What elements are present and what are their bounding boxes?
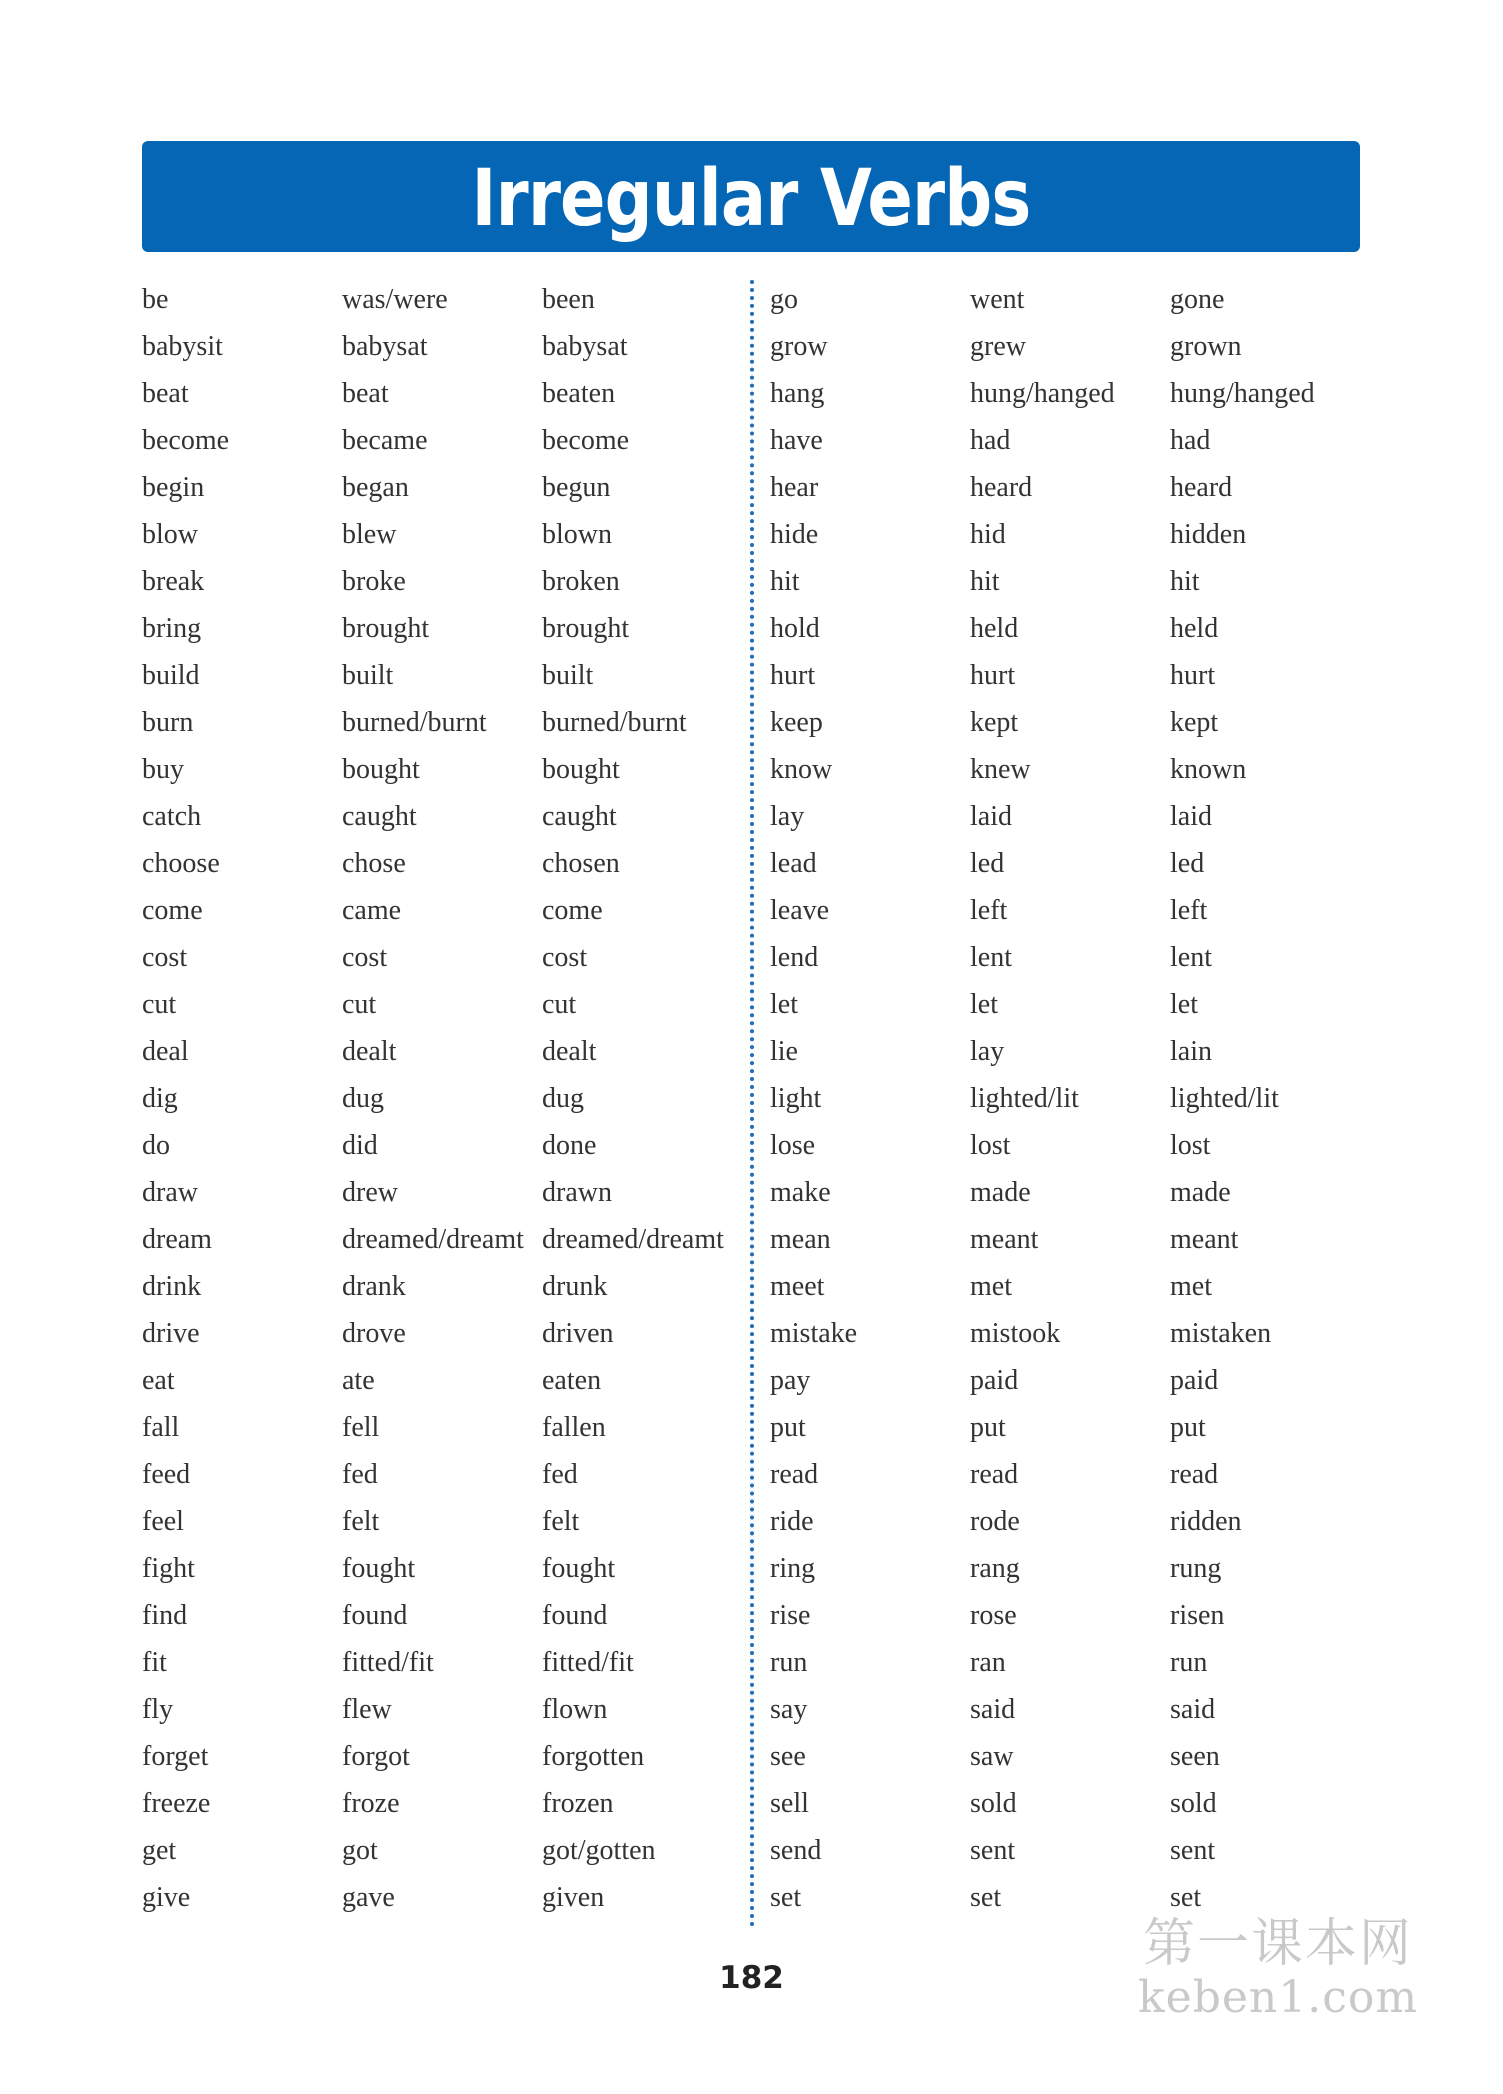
verb-row [770, 934, 1350, 981]
past-participle: left [1170, 895, 1208, 926]
base-form: cut [142, 989, 177, 1020]
past-participle: paid [1170, 1365, 1219, 1396]
base-form: bring [142, 613, 202, 644]
past-simple: gave [342, 1882, 395, 1913]
past-simple: knew [970, 754, 1031, 785]
base-form: catch [142, 801, 202, 832]
verb-row [770, 1404, 1350, 1451]
base-form: know [770, 754, 833, 785]
past-simple: built [342, 660, 394, 691]
past-simple: fought [342, 1553, 416, 1584]
past-participle: broken [542, 566, 620, 597]
past-simple: forgot [342, 1741, 410, 1772]
past-simple: had [970, 425, 1011, 456]
past-participle: drawn [542, 1177, 612, 1208]
base-form: dream [142, 1224, 212, 1255]
base-form: run [770, 1647, 808, 1678]
past-simple: rose [970, 1600, 1017, 1631]
past-participle: put [1170, 1412, 1206, 1443]
base-form: rise [770, 1600, 811, 1631]
past-participle: made [1170, 1177, 1231, 1208]
verb-row [770, 605, 1350, 652]
past-participle: dreamed/dreamt [542, 1224, 724, 1255]
past-participle: hit [1170, 566, 1200, 597]
verb-row [142, 276, 722, 323]
past-participle: driven [542, 1318, 614, 1349]
past-participle: bought [542, 754, 620, 785]
past-participle: seen [1170, 1741, 1220, 1772]
base-form: babysit [142, 331, 223, 362]
verb-row [142, 370, 722, 417]
past-participle: got/gotten [542, 1835, 656, 1866]
verb-row [142, 652, 722, 699]
past-participle: built [542, 660, 594, 691]
past-participle: rung [1170, 1553, 1222, 1584]
verb-row [142, 1498, 722, 1545]
past-simple: felt [342, 1506, 380, 1537]
past-simple: fell [342, 1412, 380, 1443]
base-form: build [142, 660, 200, 691]
verb-row [142, 1216, 722, 1263]
base-form: ride [770, 1506, 814, 1537]
base-form: pay [770, 1365, 811, 1396]
past-simple: sold [970, 1788, 1017, 1819]
base-form: be [142, 284, 169, 315]
base-form: hurt [770, 660, 816, 691]
past-simple: held [970, 613, 1019, 644]
past-simple: fed [342, 1459, 378, 1490]
past-simple: bought [342, 754, 420, 785]
verb-row [142, 558, 722, 605]
verb-row [770, 1639, 1350, 1686]
verb-row [142, 605, 722, 652]
base-form: drive [142, 1318, 200, 1349]
verb-row [770, 1498, 1350, 1545]
column-divider [750, 280, 754, 1928]
past-participle: become [542, 425, 630, 456]
base-form: fight [142, 1553, 195, 1584]
verb-row [770, 1075, 1350, 1122]
past-participle: dealt [542, 1036, 597, 1067]
past-simple: hung/hanged [970, 378, 1115, 409]
verb-table-left [142, 276, 722, 1921]
verb-row [142, 840, 722, 887]
verb-row [142, 1075, 722, 1122]
verb-row [142, 746, 722, 793]
verb-row [770, 1733, 1350, 1780]
base-form: begin [142, 472, 205, 503]
base-form: feel [142, 1506, 184, 1537]
verb-row [770, 323, 1350, 370]
past-participle: risen [1170, 1600, 1225, 1631]
past-participle: led [1170, 848, 1205, 879]
past-participle: fed [542, 1459, 578, 1490]
verb-row [770, 1780, 1350, 1827]
base-form: mean [770, 1224, 831, 1255]
past-participle: caught [542, 801, 617, 832]
past-simple: blew [342, 519, 397, 550]
base-form: go [770, 284, 798, 315]
past-participle: set [1170, 1882, 1202, 1913]
past-participle: hurt [1170, 660, 1216, 691]
verb-row [142, 1780, 722, 1827]
verb-row [142, 699, 722, 746]
verb-row [142, 1733, 722, 1780]
past-simple: drank [342, 1271, 406, 1302]
past-participle: held [1170, 613, 1219, 644]
past-participle: met [1170, 1271, 1212, 1302]
base-form: put [770, 1412, 806, 1443]
past-simple: left [970, 895, 1008, 926]
past-participle: eaten [542, 1365, 602, 1396]
verb-row [142, 1639, 722, 1686]
verb-row [142, 464, 722, 511]
past-simple: led [970, 848, 1005, 879]
verb-row [770, 840, 1350, 887]
past-participle: babysat [542, 331, 628, 362]
verb-row [770, 981, 1350, 1028]
past-simple: burned/burnt [342, 707, 487, 738]
base-form: blow [142, 519, 198, 550]
past-simple: made [970, 1177, 1031, 1208]
verb-row [770, 1169, 1350, 1216]
base-form: hold [770, 613, 820, 644]
base-form: deal [142, 1036, 189, 1067]
past-participle: gone [1170, 284, 1225, 315]
past-simple: was/were [342, 284, 448, 315]
verb-table-right [770, 276, 1350, 1921]
verb-row [770, 1686, 1350, 1733]
verb-row [770, 1357, 1350, 1404]
past-simple: dealt [342, 1036, 397, 1067]
past-simple: went [970, 284, 1025, 315]
past-simple: lighted/lit [970, 1083, 1079, 1114]
base-form: keep [770, 707, 823, 738]
past-participle: grown [1170, 331, 1242, 362]
verb-row [142, 1404, 722, 1451]
title-banner [142, 141, 1360, 252]
base-form: lead [770, 848, 817, 879]
base-form: hear [770, 472, 819, 503]
past-simple: got [342, 1835, 378, 1866]
past-simple: rang [970, 1553, 1020, 1584]
past-simple: caught [342, 801, 417, 832]
base-form: send [770, 1835, 822, 1866]
base-form: lend [770, 942, 819, 973]
base-form: set [770, 1882, 802, 1913]
base-form: read [770, 1459, 819, 1490]
base-form: lie [770, 1036, 798, 1067]
past-simple: put [970, 1412, 1006, 1443]
past-participle: laid [1170, 801, 1212, 832]
past-simple: flew [342, 1694, 392, 1725]
past-participle: found [542, 1600, 608, 1631]
past-simple: beat [342, 378, 389, 409]
verb-row [770, 276, 1350, 323]
base-form: draw [142, 1177, 198, 1208]
past-simple: read [970, 1459, 1019, 1490]
past-simple: drove [342, 1318, 406, 1349]
past-participle: felt [542, 1506, 580, 1537]
past-participle: beaten [542, 378, 616, 409]
past-simple: chose [342, 848, 406, 879]
base-form: leave [770, 895, 830, 926]
verb-row [770, 887, 1350, 934]
verb-row [142, 1451, 722, 1498]
past-participle: sold [1170, 1788, 1217, 1819]
past-participle: run [1170, 1647, 1208, 1678]
verb-row [142, 1310, 722, 1357]
past-participle: forgotten [542, 1741, 645, 1772]
base-form: become [142, 425, 230, 456]
verb-row [142, 793, 722, 840]
past-participle: flown [542, 1694, 608, 1725]
base-form: find [142, 1600, 188, 1631]
past-participle: begun [542, 472, 611, 503]
watermark [1138, 1914, 1419, 2023]
verb-row [770, 1545, 1350, 1592]
past-simple: became [342, 425, 428, 456]
past-simple: rode [970, 1506, 1020, 1537]
past-simple: froze [342, 1788, 400, 1819]
past-participle: hidden [1170, 519, 1247, 550]
past-participle: known [1170, 754, 1247, 785]
base-form: forget [142, 1741, 209, 1772]
verb-row [770, 699, 1350, 746]
past-simple: let [970, 989, 998, 1020]
past-participle: been [542, 284, 595, 315]
past-simple: met [970, 1271, 1012, 1302]
past-participle: lain [1170, 1036, 1212, 1067]
past-simple: ate [342, 1365, 375, 1396]
base-form: fit [142, 1647, 167, 1678]
verb-row [770, 1216, 1350, 1263]
past-participle: lost [1170, 1130, 1211, 1161]
verb-row [770, 1310, 1350, 1357]
base-form: beat [142, 378, 189, 409]
past-participle: burned/burnt [542, 707, 687, 738]
verb-row [770, 370, 1350, 417]
verb-row [770, 652, 1350, 699]
past-simple: sent [970, 1835, 1016, 1866]
past-simple: broke [342, 566, 406, 597]
past-simple: dug [342, 1083, 384, 1114]
verb-row [142, 417, 722, 464]
past-participle: fitted/fit [542, 1647, 634, 1678]
base-form: mistake [770, 1318, 858, 1349]
past-simple: kept [970, 707, 1019, 738]
past-simple: lent [970, 942, 1012, 973]
verb-row [770, 1827, 1350, 1874]
base-form: drink [142, 1271, 202, 1302]
past-simple: dreamed/dreamt [342, 1224, 524, 1255]
past-participle: lighted/lit [1170, 1083, 1279, 1114]
verb-row [770, 464, 1350, 511]
past-simple: set [970, 1882, 1002, 1913]
base-form: meet [770, 1271, 825, 1302]
base-form: choose [142, 848, 220, 879]
base-form: hang [770, 378, 825, 409]
base-form: fall [142, 1412, 180, 1443]
verb-row [142, 1028, 722, 1075]
past-participle: come [542, 895, 603, 926]
base-form: say [770, 1694, 808, 1725]
base-form: cost [142, 942, 188, 973]
base-form: lose [770, 1130, 816, 1161]
base-form: see [770, 1741, 806, 1772]
verb-row [142, 887, 722, 934]
base-form: fly [142, 1694, 174, 1725]
past-simple: heard [970, 472, 1033, 503]
past-participle: done [542, 1130, 597, 1161]
past-participle: cost [542, 942, 588, 973]
verb-row [142, 511, 722, 558]
past-simple: brought [342, 613, 430, 644]
past-simple: began [342, 472, 409, 503]
past-simple: hurt [970, 660, 1016, 691]
verb-row [770, 558, 1350, 605]
base-form: make [770, 1177, 831, 1208]
base-form: dig [142, 1083, 178, 1114]
past-participle: cut [542, 989, 577, 1020]
past-participle: said [1170, 1694, 1216, 1725]
verb-row [142, 1263, 722, 1310]
verb-row [142, 1686, 722, 1733]
past-participle: chosen [542, 848, 620, 879]
verb-row [770, 793, 1350, 840]
base-form: come [142, 895, 203, 926]
past-simple: grew [970, 331, 1026, 362]
past-participle: ridden [1170, 1506, 1242, 1537]
past-participle: blown [542, 519, 612, 550]
past-participle: meant [1170, 1224, 1239, 1255]
base-form: give [142, 1882, 191, 1913]
past-simple: did [342, 1130, 378, 1161]
page-number: 182 [719, 1960, 784, 1996]
past-simple: lay [970, 1036, 1005, 1067]
base-form: let [770, 989, 798, 1020]
past-simple: laid [970, 801, 1012, 832]
past-participle: fought [542, 1553, 616, 1584]
verb-row [770, 1451, 1350, 1498]
base-form: get [142, 1835, 177, 1866]
past-simple: meant [970, 1224, 1039, 1255]
past-simple: saw [970, 1741, 1014, 1772]
past-simple: paid [970, 1365, 1019, 1396]
base-form: do [142, 1130, 170, 1161]
past-simple: said [970, 1694, 1016, 1725]
past-participle: read [1170, 1459, 1219, 1490]
verb-row [770, 1263, 1350, 1310]
base-form: lay [770, 801, 805, 832]
base-form: burn [142, 707, 194, 738]
verb-row [142, 934, 722, 981]
past-participle: had [1170, 425, 1211, 456]
base-form: freeze [142, 1788, 211, 1819]
verb-row [770, 1028, 1350, 1075]
verb-row [770, 511, 1350, 558]
verb-row [142, 1357, 722, 1404]
base-form: feed [142, 1459, 191, 1490]
watermark-text: 第一课本网 [1142, 1914, 1413, 1974]
past-participle: hung/hanged [1170, 378, 1315, 409]
past-simple: ran [970, 1647, 1006, 1678]
past-participle: kept [1170, 707, 1219, 738]
past-participle: sent [1170, 1835, 1216, 1866]
base-form: ring [770, 1553, 816, 1584]
verb-row [770, 746, 1350, 793]
past-participle: given [542, 1882, 605, 1913]
page-title: Irregular Verbs [471, 153, 1031, 244]
past-simple: cut [342, 989, 377, 1020]
past-simple: babysat [342, 331, 428, 362]
base-form: have [770, 425, 823, 456]
past-participle: let [1170, 989, 1198, 1020]
verb-row [770, 1592, 1350, 1639]
verb-row [142, 323, 722, 370]
past-simple: found [342, 1600, 408, 1631]
past-participle: dug [542, 1083, 584, 1114]
verb-row [770, 417, 1350, 464]
verb-row [142, 1592, 722, 1639]
past-simple: fitted/fit [342, 1647, 434, 1678]
past-simple: hit [970, 566, 1000, 597]
past-simple: came [342, 895, 402, 926]
past-participle: heard [1170, 472, 1233, 503]
past-simple: mistook [970, 1318, 1061, 1349]
past-simple: hid [970, 519, 1006, 550]
verb-row [142, 1122, 722, 1169]
past-participle: frozen [542, 1788, 614, 1819]
past-participle: drunk [542, 1271, 608, 1302]
verb-row [142, 1169, 722, 1216]
base-form: break [142, 566, 205, 597]
past-participle: brought [542, 613, 630, 644]
base-form: eat [142, 1365, 175, 1396]
past-simple: drew [342, 1177, 398, 1208]
watermark-url: keben1.com [1138, 1972, 1419, 2023]
base-form: hide [770, 519, 819, 550]
verb-row [142, 981, 722, 1028]
past-participle: lent [1170, 942, 1212, 973]
past-participle: mistaken [1170, 1318, 1272, 1349]
past-simple: cost [342, 942, 388, 973]
verb-row [142, 1545, 722, 1592]
past-simple: lost [970, 1130, 1011, 1161]
verb-row [142, 1827, 722, 1874]
verb-row [770, 1122, 1350, 1169]
base-form: hit [770, 566, 800, 597]
past-participle: fallen [542, 1412, 606, 1443]
base-form: sell [770, 1788, 809, 1819]
verb-row [142, 1874, 722, 1921]
base-form: light [770, 1083, 822, 1114]
base-form: buy [142, 754, 184, 785]
base-form: grow [770, 331, 828, 362]
